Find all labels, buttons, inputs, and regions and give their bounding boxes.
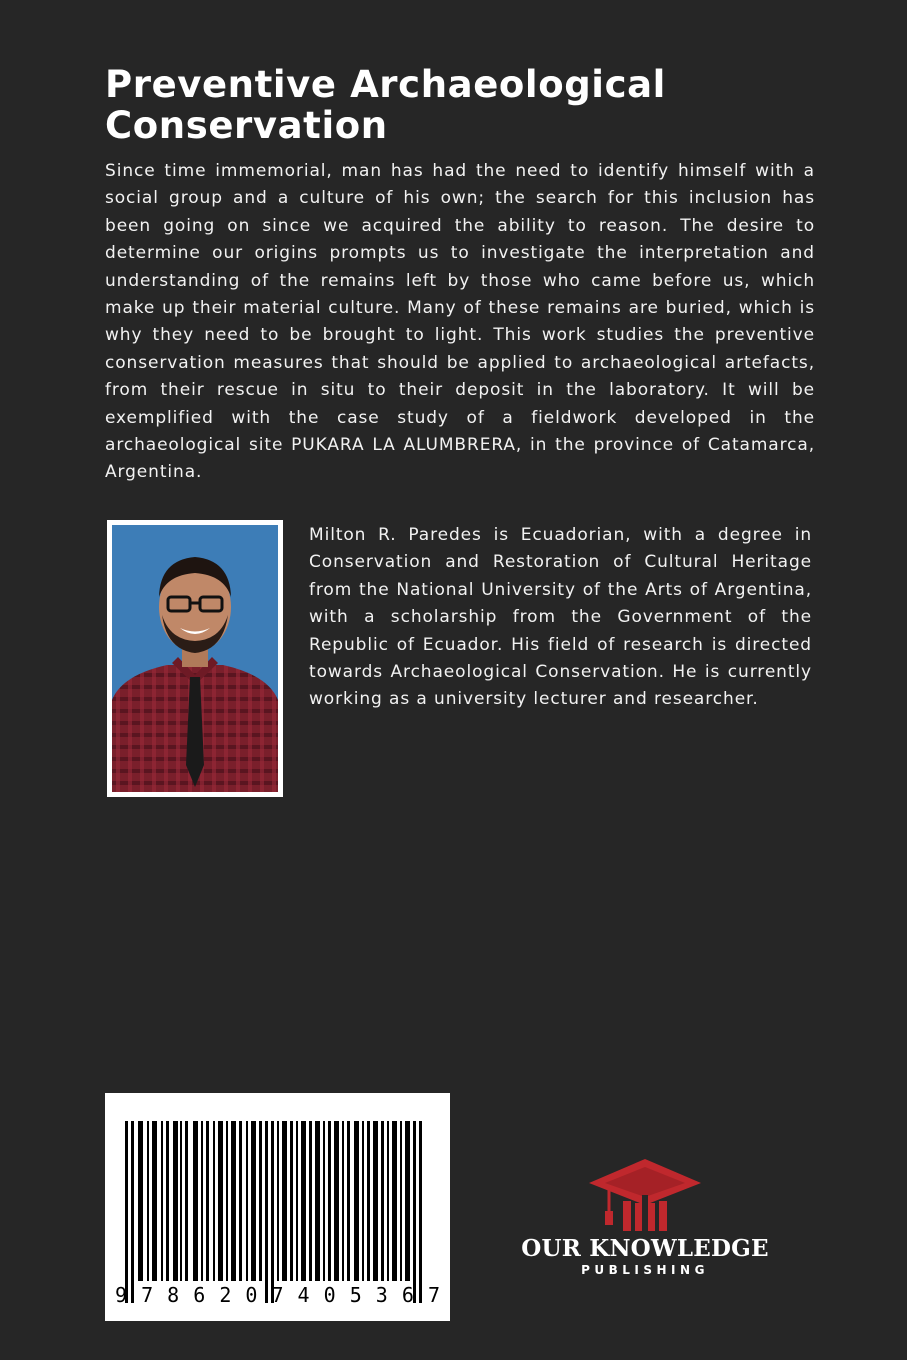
book-description: Since time immemorial, man has had the need to identify himself with a social group and a culture of his own; the search for this inclusion has been going on since we acquired the ability to reason. The desire to determine our origins prompts us to investigate the interpretation and understanding of the remains left by those who came before us, which make up their material culture. Many of these remains are buried, which is why they need to be brought to light. This work studies the preventive conservation measures that should be applied to archaeological artefacts, from their rescue in situ to their deposit in the laboratory. It will be exemplified with the case study of a fieldwork developed in the archaeological site PUKARA LA ALUMBRERA, in the province of Catamarca, Argentina.: [105, 161, 815, 483]
book-title: Preventive Archaeological Conservation: [105, 63, 666, 147]
isbn-digit: 4: [297, 1283, 310, 1307]
isbn-digit: 9: [115, 1283, 128, 1307]
publisher-logo: [520, 1155, 770, 1285]
publisher-name: OUR KNOWLEDGE: [521, 1235, 769, 1262]
isbn-digit: 6: [193, 1283, 206, 1307]
isbn-digit: 7: [271, 1283, 284, 1307]
isbn-digit: 8: [167, 1283, 180, 1307]
author-photo: [107, 520, 283, 797]
isbn-digit: 7: [427, 1283, 440, 1307]
isbn-digit: 5: [349, 1283, 362, 1307]
isbn-number: [115, 1283, 440, 1307]
isbn-digit: 2: [219, 1283, 232, 1307]
publisher-subtitle: PUBLISHING: [581, 1263, 709, 1277]
isbn-digit: 0: [323, 1283, 336, 1307]
author-portrait-illustration: [112, 525, 278, 792]
author-biography: Milton R. Paredes is Ecuadorian, with a degree in Conservation and Restoration of Cultural Heritage from the National University of the Arts of Argentina, with a scholarship from the Government of the Republic of Ecuador. His field of research is directed towards Archaeological Conservation. He is currently working as a university lecturer and researcher.: [309, 525, 812, 710]
isbn-digit: 0: [245, 1283, 258, 1307]
isbn-digit: 3: [375, 1283, 388, 1307]
isbn-digit: 6: [401, 1283, 414, 1307]
graduation-cap-icon: [585, 1155, 705, 1235]
isbn-digit: 7: [141, 1283, 154, 1307]
isbn-barcode: [105, 1093, 450, 1321]
